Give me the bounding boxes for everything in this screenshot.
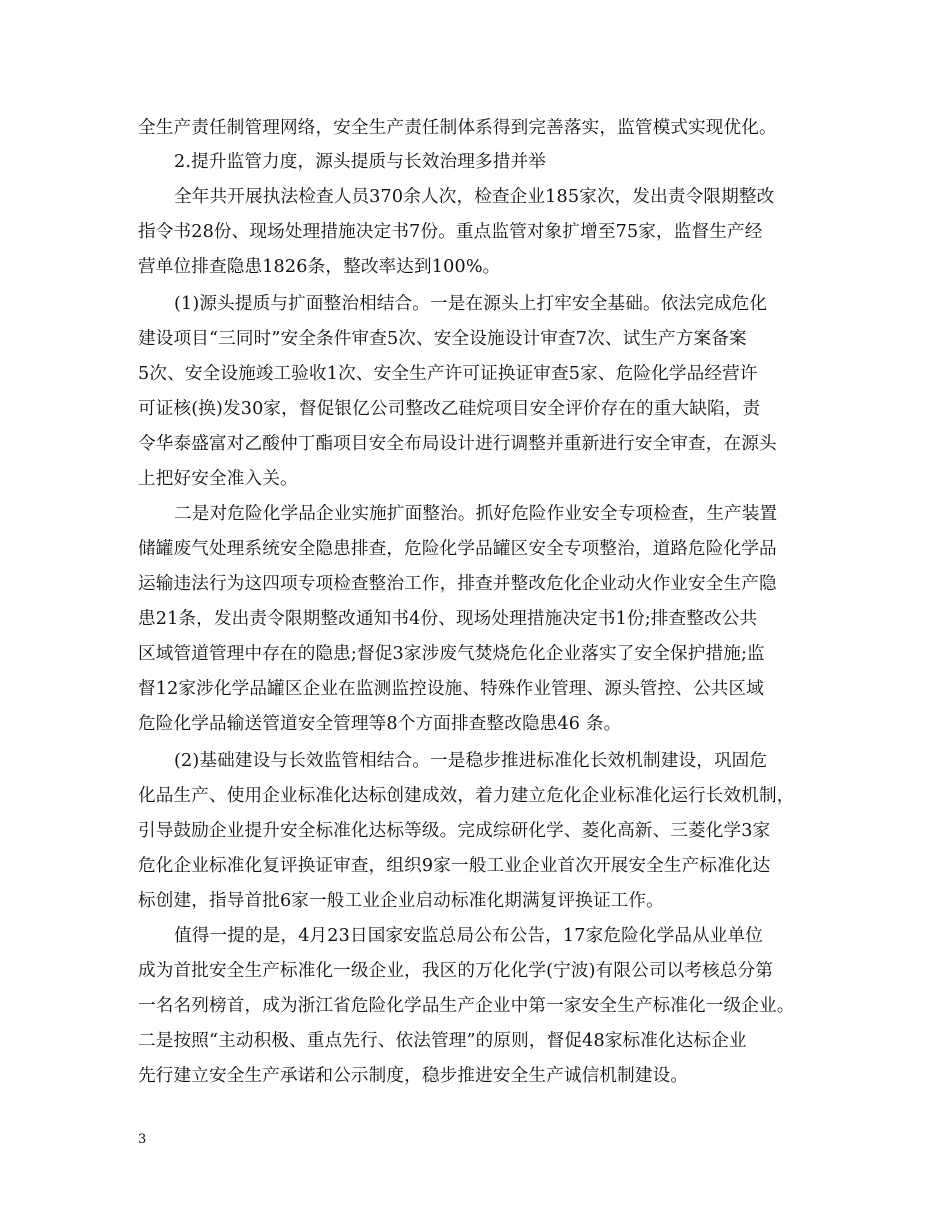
page-number: 3 (138, 1132, 147, 1147)
paragraph-line: 危化企业标准化复评换证审查，组织9家一般工业企业首次开展安全生产标准化达 (138, 856, 771, 876)
paragraph-line: 运输违法行为这四项专项检查整治工作，排查并整改危化企业动火作业安全生产隐 (138, 574, 777, 594)
paragraph-line: 值得一提的是，4月23日国家安监总局公布公告，17家危险化学品从业单位 (174, 926, 764, 946)
paragraph-line: 令华泰盛富对乙酸仲丁酯项目安全布局设计进行调整并重新进行安全审查，在源头 (138, 434, 777, 454)
paragraph-line: (1)源头提质与扩面整治相结合。一是在源头上打牢安全基础。依法完成危化 (174, 294, 768, 314)
paragraph-line: 二是对危险化学品企业实施扩面整治。抓好危险作业安全专项检查，生产装置 (174, 504, 778, 524)
paragraph-line: 督12家涉化学品罐区企业在监测监控设施、特殊作业管理、源头管控、公共区域 (138, 679, 764, 699)
paragraph-line: 二是按照“主动积极、重点先行、依法管理”的原则，督促48家标准化达标企业 (138, 1031, 747, 1051)
paragraph-line: 指令书28份、现场处理措施决定书7份。重点监管对象扩增至75家，监督生产经 (138, 222, 763, 242)
paragraph-line: 成为首批安全生产标准化一级企业，我区的万化化学(宁波)有限公司以考核总分第 (138, 961, 774, 981)
paragraph-line: 患21条，发出责令限期整改通知书4份、现场处理措施决定书1份;排查整改公共 (138, 609, 758, 629)
paragraph-line: 标创建，指导首批6家一般工业企业启动标准化期满复评换证工作。 (138, 891, 664, 911)
paragraph-line: 储罐废气处理系统安全隐患排查，危险化学品罐区安全专项整治，道路危险化学品 (138, 539, 777, 559)
paragraph-line: 营单位排查隐患1826条，整改率达到100%。 (138, 257, 501, 277)
section-heading: 2.提升监管力度，源头提质与长效治理多措并举 (174, 152, 546, 172)
paragraph-line: 5次、安全设施竣工验收1次、安全生产许可证换证审查5家、危险化学品经营许 (138, 364, 758, 384)
paragraph-line: 可证核(换)发30家，督促银亿公司整改乙硅烷项目安全评价存在的重大缺陷，责 (138, 399, 761, 419)
paragraph-line: 先行建立安全生产承诺和公示制度，稳步推进安全生产诚信机制建设。 (138, 1066, 689, 1086)
paragraph-line: 危险化学品输送管道安全管理等8个方面排查整改隐患46 条。 (138, 714, 622, 734)
paragraph-line: 化品生产、使用企业标准化达标创建成效，着力建立危化企业标准化运行长效机制， (138, 786, 795, 806)
paragraph-line: 上把好安全准入关。 (138, 469, 298, 489)
paragraph-line: (2)基础建设与长效监管相结合。一是稳步推进标准化长效机制建设，巩固危 (174, 751, 768, 771)
paragraph-line: 一名名列榜首，成为浙江省危险化学品生产企业中第一家安全生产标准化一级企业。 (138, 996, 795, 1016)
paragraph-line: 引导鼓励企业提升安全标准化达标等级。完成综研化学、菱化高新、三菱化学3家 (138, 821, 771, 841)
paragraph-line: 全生产责任制管理网络，安全生产责任制体系得到完善落实，监管模式实现优化。 (138, 118, 777, 138)
paragraph-line: 建设项目“三同时”安全条件审查5次、安全设施设计审查7次、试生产方案备案 (138, 329, 747, 349)
paragraph-line: 全年共开展执法检查人员370余人次，检查企业185家次，发出责令限期整改 (174, 187, 775, 207)
paragraph-line: 区域管道管理中存在的隐患;督促3家涉废气焚烧危化企业落实了安全保护措施;监 (138, 644, 765, 664)
